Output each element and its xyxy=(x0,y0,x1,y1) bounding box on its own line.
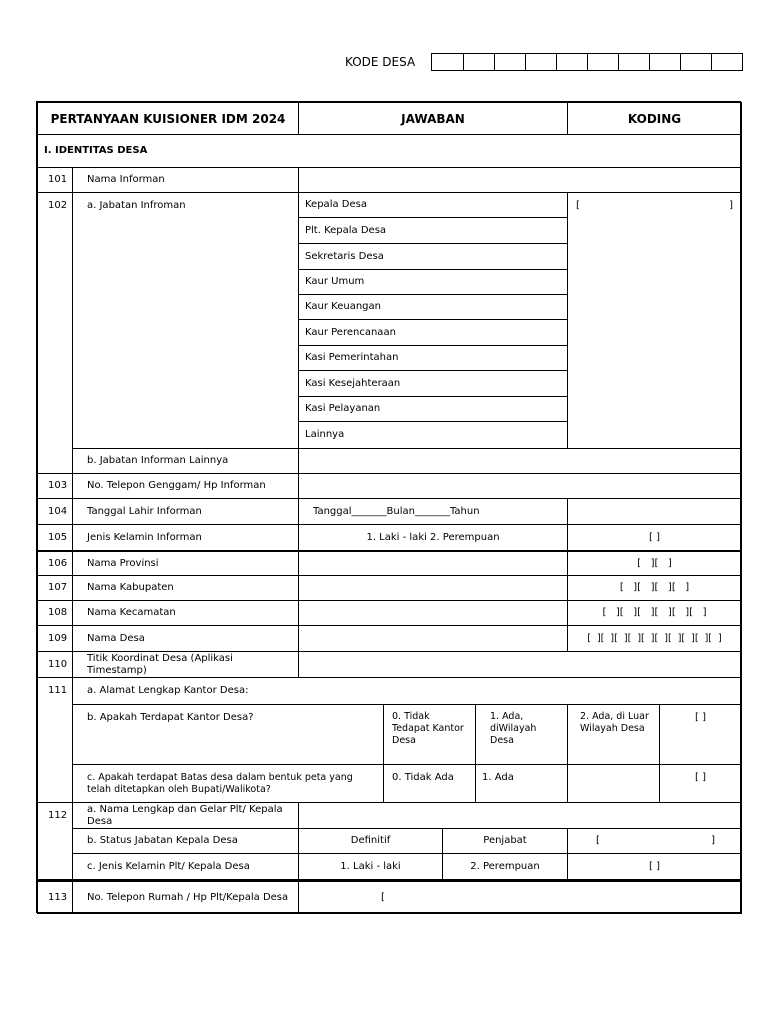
question-label: c. Jenis Kelamin Plt/ Kepala Desa xyxy=(72,853,299,880)
row-number: 105 xyxy=(37,524,73,551)
row-number: 106 xyxy=(37,550,73,576)
coding-field[interactable]: [ ][ ][ ][ ] xyxy=(567,575,742,601)
question-label: No. Telepon Rumah / Hp Plt/Kepala Desa xyxy=(72,879,299,914)
kode-desa-digit-box[interactable] xyxy=(587,54,618,70)
kode-desa-digit-box[interactable] xyxy=(649,54,680,70)
answer-option[interactable]: Kaur Perencanaan xyxy=(298,319,568,346)
coding-field[interactable]: [ ] xyxy=(659,764,742,803)
question-label: a. Nama Lengkap dan Gelar Plt/ Kepala Desa xyxy=(72,802,299,829)
answer-field[interactable] xyxy=(298,575,568,601)
answer-field[interactable] xyxy=(298,550,568,576)
question-label: Nama Kabupaten xyxy=(72,575,299,601)
answer-field[interactable]: [ xyxy=(298,879,742,914)
question-label: Jenis Kelamin Informan xyxy=(72,524,299,551)
question-label: Nama Kecamatan xyxy=(72,600,299,626)
question-label[interactable]: a. Alamat Lengkap Kantor Desa: xyxy=(72,677,742,705)
answer-option[interactable]: Kasi Kesejahteraan xyxy=(298,370,568,397)
question-label: Nama Provinsi xyxy=(72,550,299,576)
answer-option[interactable]: Kasi Pemerintahan xyxy=(298,345,568,371)
question-label: Titik Koordinat Desa (Aplikasi Timestamp) xyxy=(72,651,299,678)
question-label: Nama Informan xyxy=(72,167,299,193)
answer-option[interactable]: Lainnya xyxy=(298,421,568,449)
question-label: b. Status Jabatan Kepala Desa xyxy=(72,828,299,854)
answer-option[interactable]: Plt. Kepala Desa xyxy=(298,217,568,244)
question-label: c. Apakah terdapat Batas desa dalam bentuk peta yang telah ditetapkan oleh Bupati/Walikota? xyxy=(72,764,384,803)
kode-desa-digit-box[interactable] xyxy=(711,54,742,70)
row-number: 107 xyxy=(37,575,73,601)
kode-desa-digit-box[interactable] xyxy=(525,54,556,70)
question-label: a. Jabatan Infroman xyxy=(72,192,299,449)
coding-field[interactable]: [ ][ ] xyxy=(567,550,742,576)
row-number: 102 xyxy=(37,192,73,474)
row-number: 113 xyxy=(37,879,73,914)
answer-option[interactable]: Kasi Pelayanan xyxy=(298,396,568,422)
row-number: 101 xyxy=(37,167,73,193)
question-label: b. Apakah Terdapat Kantor Desa? xyxy=(72,704,384,765)
row-number: 110 xyxy=(37,651,73,678)
row-number: 108 xyxy=(37,600,73,626)
kode-desa-digit-box[interactable] xyxy=(680,54,711,70)
answer-option[interactable]: Kaur Keuangan xyxy=(298,294,568,320)
coding-field[interactable]: [ ] xyxy=(567,524,742,551)
coding-field[interactable] xyxy=(567,498,742,525)
answer-field[interactable] xyxy=(298,167,742,193)
questionnaire-table xyxy=(36,101,741,913)
answer-field[interactable] xyxy=(298,600,568,626)
question-label: Nama Desa xyxy=(72,625,299,652)
question-label: b. Jabatan Informan Lainnya xyxy=(72,448,299,474)
kode-desa-label: KODE DESA xyxy=(345,55,416,69)
answer-option[interactable]: Sekretaris Desa xyxy=(298,243,568,270)
kode-desa-digit-box[interactable] xyxy=(556,54,587,70)
section-title: I. IDENTITAS DESA xyxy=(37,134,742,168)
answer-field[interactable] xyxy=(298,651,742,678)
answer-field[interactable] xyxy=(298,625,568,652)
kode-desa-input[interactable] xyxy=(431,53,743,71)
row-number: 104 xyxy=(37,498,73,525)
coding-field[interactable]: [ ][ ][ ][ ][ ][ ][ ][ ][ ][ ] xyxy=(567,625,742,652)
row-number: 109 xyxy=(37,625,73,652)
answer-option[interactable] xyxy=(567,764,660,803)
answer-option[interactable]: 1. Ada xyxy=(475,764,568,803)
answer-option[interactable]: 0. Tidak Tedapat Kantor Desa xyxy=(383,704,476,765)
answer-option[interactable]: Kaur Umum xyxy=(298,269,568,295)
birth-date-field[interactable]: Tanggal_______Bulan_______Tahun xyxy=(298,498,568,525)
coding-bracket-open: [ xyxy=(576,200,580,211)
kode-desa-digit-box[interactable] xyxy=(494,54,525,70)
coding-field[interactable]: [ ] xyxy=(659,704,742,765)
coding-field[interactable] xyxy=(567,192,742,449)
answer-options[interactable]: 1. Laki - laki 2. Perempuan xyxy=(298,524,568,551)
coding-bracket-open: [ xyxy=(596,835,600,846)
answer-field[interactable] xyxy=(298,448,742,474)
column-header-coding: KODING xyxy=(567,102,742,135)
answer-option[interactable]: 0. Tidak Ada xyxy=(383,764,476,803)
answer-option[interactable]: Definitif xyxy=(298,828,443,854)
answer-option[interactable]: 1. Laki - laki xyxy=(298,853,443,880)
kode-desa-digit-box[interactable] xyxy=(463,54,494,70)
row-number: 111 xyxy=(37,677,73,803)
question-label: No. Telepon Genggam/ Hp Informan xyxy=(72,473,299,499)
question-label: Tanggal Lahir Informan xyxy=(72,498,299,525)
row-number: 103 xyxy=(37,473,73,499)
column-header-question: PERTANYAAN KUISIONER IDM 2024 xyxy=(37,102,299,135)
coding-field[interactable] xyxy=(567,828,742,854)
coding-field[interactable]: [ ] xyxy=(567,853,742,880)
coding-bracket-close: ] xyxy=(711,835,715,846)
answer-option[interactable]: 1. Ada, diWilayah Desa xyxy=(475,704,568,765)
answer-field[interactable] xyxy=(298,473,742,499)
answer-field[interactable] xyxy=(298,802,742,829)
answer-option[interactable]: Penjabat xyxy=(442,828,568,854)
kode-desa-digit-box[interactable] xyxy=(618,54,649,70)
kode-desa-digit-box[interactable] xyxy=(432,54,463,70)
column-header-answer: JAWABAN xyxy=(298,102,568,135)
answer-option[interactable]: Kepala Desa xyxy=(298,192,568,218)
coding-field[interactable]: [ ][ ][ ][ ][ ][ ] xyxy=(567,600,742,626)
answer-option[interactable]: 2. Ada, di Luar Wilayah Desa xyxy=(567,704,660,765)
coding-bracket-close: ] xyxy=(729,200,733,211)
row-number: 112 xyxy=(37,802,73,880)
answer-option[interactable]: 2. Perempuan xyxy=(442,853,568,880)
